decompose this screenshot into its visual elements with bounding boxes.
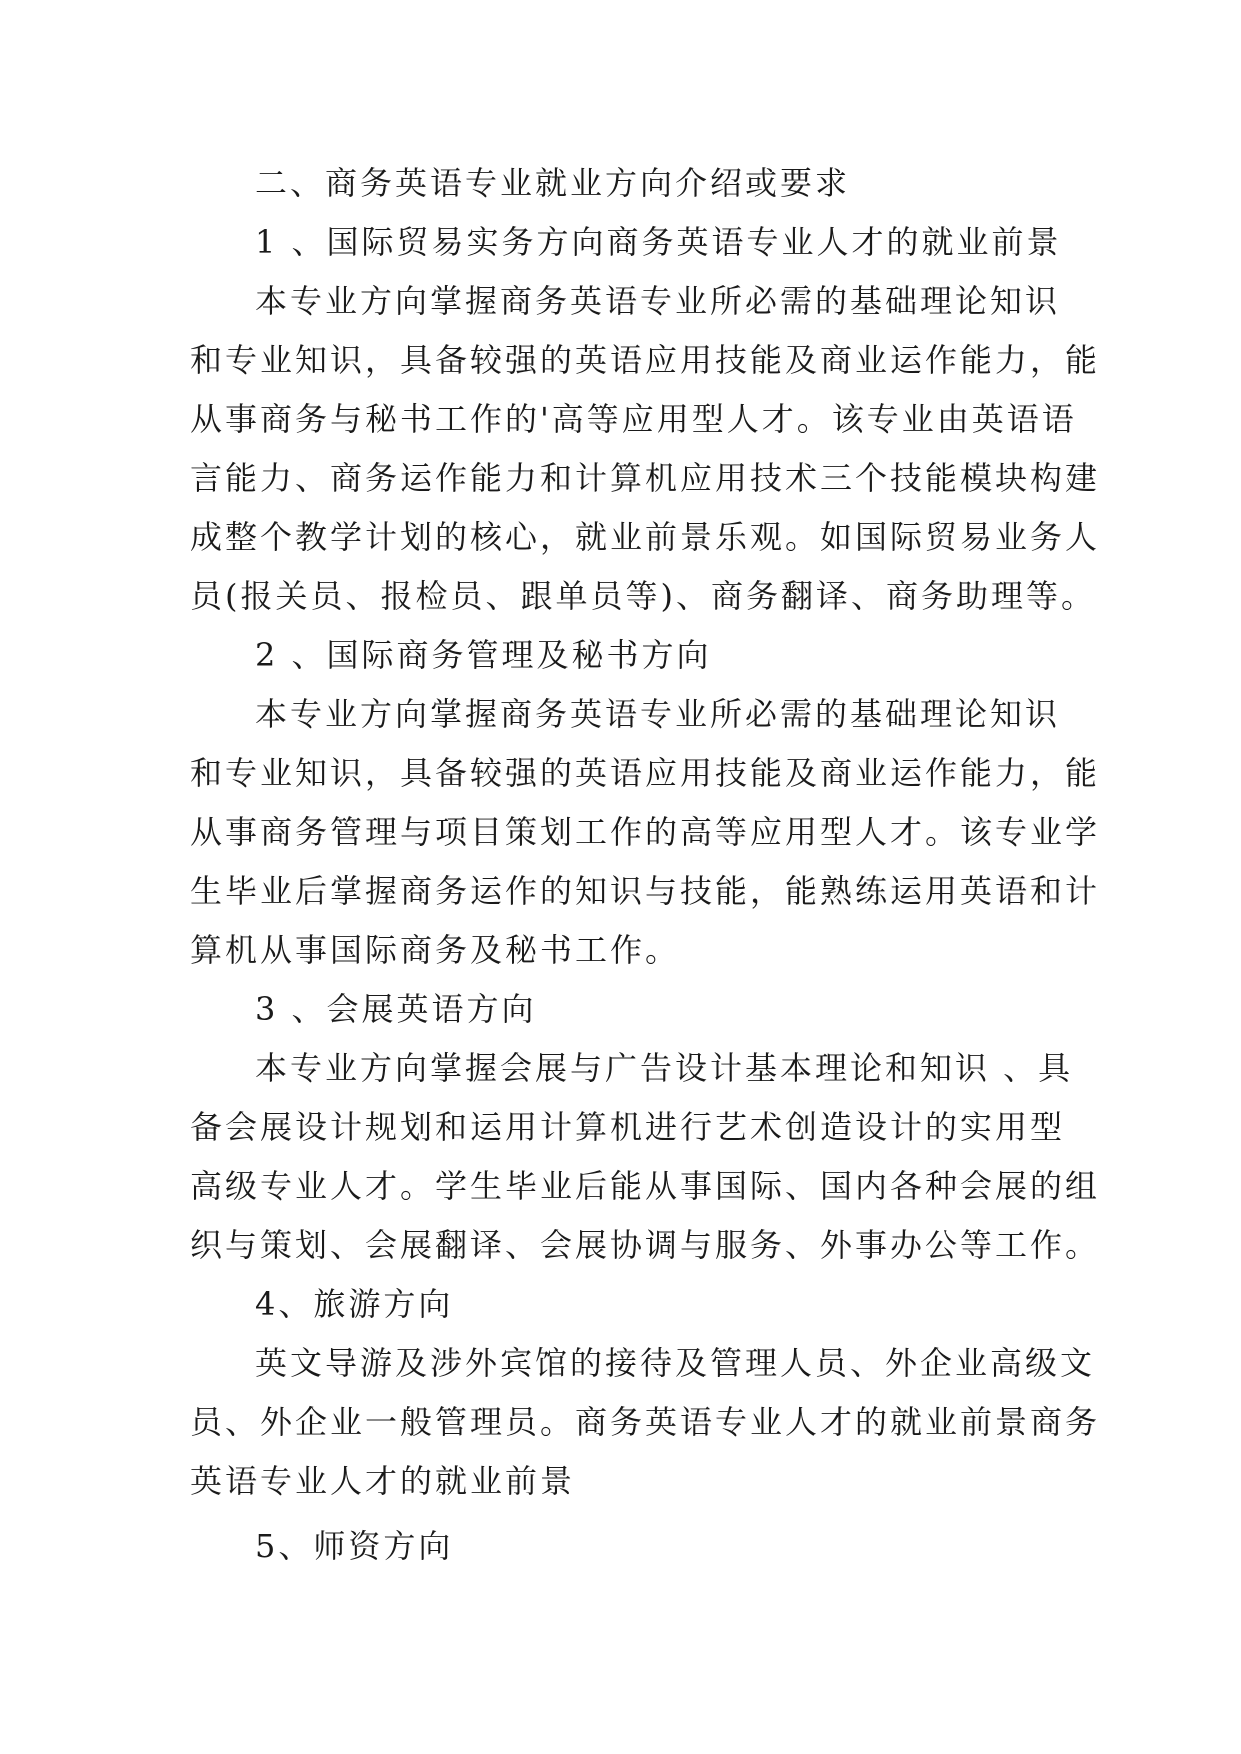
paragraph-line: 员、外企业一般管理员。商务英语专业人才的就业前景商务	[190, 1403, 1101, 1441]
paragraph-line: 高级专业人才。学生毕业后能从事国际、国内各种会展的组	[190, 1167, 1101, 1205]
subheading-teaching: 5、师资方向	[255, 1527, 454, 1565]
paragraph-line: 从事商务与秘书工作的'高等应用型人才。该专业由英语语	[190, 400, 1077, 438]
paragraph-line: 从事商务管理与项目策划工作的高等应用型人才。该专业学	[190, 813, 1101, 851]
paragraph-line: 生毕业后掌握商务运作的知识与技能，能熟练运用英语和计	[190, 872, 1101, 910]
paragraph-line: 成整个教学计划的核心，就业前景乐观。如国际贸易业务人	[190, 518, 1101, 556]
paragraph-line: 员(报关员、报检员、跟单员等)、商务翻译、商务助理等。	[190, 577, 1096, 615]
paragraph-line: 和专业知识，具备较强的英语应用技能及商业运作能力，能	[190, 341, 1101, 379]
subheading-management: 2 、国际商务管理及秘书方向	[255, 636, 712, 674]
subheading-trade: 1 、国际贸易实务方向商务英语专业人才的就业前景	[255, 223, 1062, 261]
paragraph-line: 本专业方向掌握会展与广告设计基本理论和知识 、具	[255, 1049, 1074, 1087]
section-heading: 二、商务英语专业就业方向介绍或要求	[255, 164, 851, 202]
paragraph-line: 英文导游及涉外宾馆的接待及管理人员、外企业高级文	[255, 1344, 1096, 1382]
paragraph-line: 织与策划、会展翻译、会展协调与服务、外事办公等工作。	[190, 1226, 1101, 1264]
paragraph-line: 本专业方向掌握商务英语专业所必需的基础理论知识	[255, 282, 1061, 320]
paragraph-line: 算机从事国际商务及秘书工作。	[190, 931, 681, 969]
paragraph-line: 言能力、商务运作能力和计算机应用技术三个技能模块构建	[190, 459, 1101, 497]
subheading-tourism: 4、旅游方向	[255, 1285, 454, 1323]
paragraph-line: 备会展设计规划和运用计算机进行艺术创造设计的实用型	[190, 1108, 1066, 1146]
subheading-exhibition: 3 、会展英语方向	[255, 990, 537, 1028]
paragraph-line: 英语专业人才的就业前景	[190, 1462, 576, 1500]
paragraph-line: 本专业方向掌握商务英语专业所必需的基础理论知识	[255, 695, 1061, 733]
paragraph-line: 和专业知识，具备较强的英语应用技能及商业运作能力，能	[190, 754, 1101, 792]
